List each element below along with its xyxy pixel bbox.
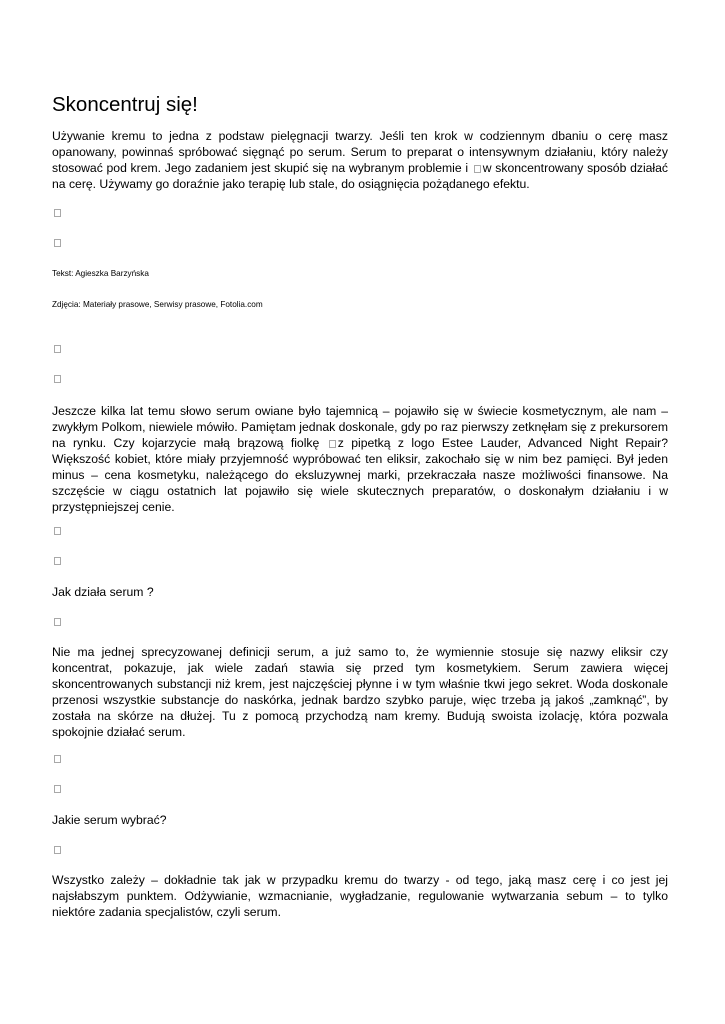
image-placeholder-icon — [54, 557, 61, 565]
image-placeholder-icon — [54, 618, 61, 626]
section-how-paragraph: Nie ma jednej sprecyzowanej definicji serum, a już samo to, że wymiennie stosuje się nazwy eliksir czy koncentrat, pokazuje, jak wiele zadań stawia się przed tym kosmetykiem. Serum zawiera więcej skoncentrowanych substancji niż krem, jest najczęściej płynne i w tym właśnie tkwi jego sekret. Woda doskonale przenosi wszystkie substancje do naskórka, jednak bardzo szybko paruje, więc trzeba ją jakoś „zamknąć”, by została na skórze na dłużej. Tu z pomocą przychodzą nam kremy. Budują swoista izolację, która pozwala spokojnie działać serum. — [52, 645, 668, 739]
image-placeholder-icon — [54, 785, 61, 793]
missing-glyph-icon — [474, 165, 481, 173]
image-placeholder-icon — [54, 846, 61, 854]
image-placeholder-icon — [54, 209, 61, 217]
page-title: Skoncentruj się! — [52, 93, 198, 116]
intro-text-end: w skoncentrowany sposób działać na cerę. Używamy go doraźnie jako terapię lub stale, do osiągnięcia pożądanego efektu. — [52, 161, 669, 191]
history-text-end: z pipetką z logo Estee Lauder, Advanced Night Repair? Większość kobiet, które miały przyjemność wypróbować ten eliksir, zakochało się w nim bez pamięci. Był jeden minus – cena kosmetyku, należącego do eksluzywnej marki, przekraczała nasze możliwości finansowe. Na szczęście w ciągu ostatnich lat pojawiło się wiele skutecznych preparatów, o doskonałym działaniu i w przystępniejszej cenie. — [52, 436, 668, 514]
image-placeholder-icon — [54, 375, 61, 383]
missing-glyph-icon — [329, 440, 336, 448]
image-placeholder-icon — [54, 527, 61, 535]
image-placeholder-icon — [54, 755, 61, 763]
image-placeholder-icon — [54, 345, 61, 353]
section-heading-choose: Jakie serum wybrać? — [52, 813, 167, 827]
photo-credit: Zdjęcia: Materiały prasowe, Serwisy prasowe, Fotolia.com — [52, 300, 263, 309]
history-text-start: Jeszcze kilka lat temu słowo serum owiane było tajemnicą – pojawiło się w świecie kosmetycznym, ale nam – zwykłym Polkom, niewiele mówiło. Pamiętam jednak doskonale, gdy po raz pierwszy zetknęłam się z prekursorem na rynku. Czy kojarzycie małą brązową fiolkę — [52, 404, 668, 450]
image-placeholder-icon — [54, 239, 61, 247]
author-credit: Tekst: Agieszka Barzyńska — [52, 269, 149, 278]
history-paragraph — [52, 403, 668, 515]
section-choose-paragraph: Wszystko zależy – dokładnie tak jak w przypadku kremu do twarzy - od tego, jaką masz cerę i co jest jej najsłabszym punktem. Odżywianie, wzmacnianie, wygładzanie, regulowanie wytwarzania sebum – to tylko niektóre zadania specjalistów, czyli serum. — [52, 873, 668, 919]
intro-paragraph — [52, 128, 668, 192]
intro-text-start: Używanie kremu to jedna z podstaw pielęgnacji twarzy. Jeśli ten krok w codziennym dbaniu o cerę masz opanowany, powinnaś spróbować sięgnąć po serum. Serum to preparat o intensywnym działaniu, który należy stosować pod krem. Jego zadaniem jest skupić się na wybranym problemie i — [52, 129, 668, 175]
section-heading-how: Jak działa serum ? — [52, 585, 154, 599]
